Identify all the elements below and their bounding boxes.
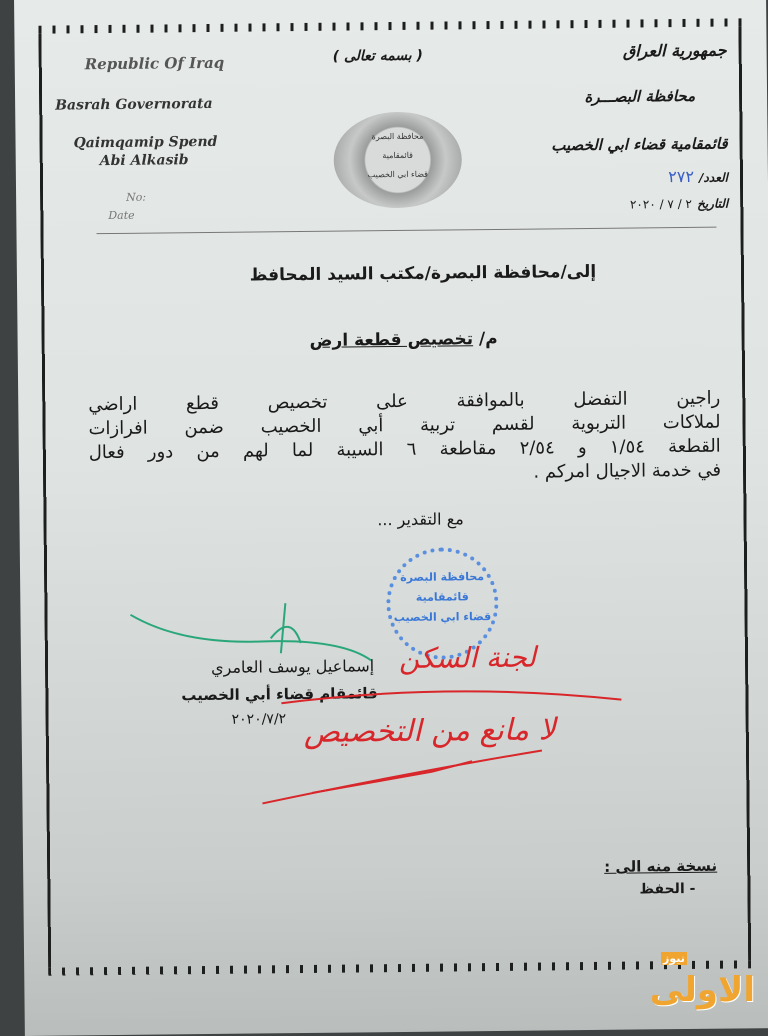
- copies-label: نسخة منه الى :: [604, 856, 718, 876]
- body-line: القطعة ١/٥٤ و ٢/٥٤ مقاطعة ٦ السيبة لما لهم من دور فعال: [88, 435, 721, 464]
- number-field: [668, 167, 728, 187]
- header-governorate-ar: محافظة البصـــرة: [584, 86, 696, 107]
- number-label-ar: العدد/: [699, 170, 729, 185]
- header-republic-en: Republic Of Iraq: [84, 53, 225, 74]
- number-value: ٢٧٢: [668, 166, 695, 187]
- header-office-en-line1: Qaimqamip Spend: [73, 133, 218, 152]
- signatory-name: إسماعيل يوسف العامري: [210, 656, 375, 677]
- date-label-ar: التاريخ: [696, 196, 729, 211]
- body-line: راجين التفضل بالموافقة على تخصيص قطع اراضي: [88, 387, 721, 416]
- handwritten-committee: لجنة السكن: [398, 640, 537, 676]
- document-page: [14, 0, 768, 1036]
- subject-prefix: م/: [478, 328, 498, 350]
- date-field: [630, 193, 728, 213]
- date-value: ٢ / ٧ / ٢٠٢٠: [629, 196, 693, 212]
- stamp-text-line1: محافظة البصرة: [400, 570, 485, 584]
- letter-body: [88, 387, 721, 490]
- stamp-text-line3: قضاء ابي الخصيب: [393, 610, 492, 625]
- emblem-text-bottom: قضاء ابي الخصيب: [367, 169, 429, 180]
- signatory-title: قائمقام قضاء أبي الخصيب: [181, 684, 378, 705]
- signature-date: ٢٠٢٠/٧/٢: [231, 711, 287, 728]
- emblem-text-middle: قائمقامية: [382, 150, 414, 161]
- subject-text: تخصيص قطعة ارض: [309, 329, 474, 351]
- copies-item: - الحفظ: [639, 880, 696, 898]
- basmala: ( بسمه تعالى ): [332, 47, 423, 65]
- body-line: في خدمة الاجيال امركم .: [533, 459, 722, 483]
- header-governorate-en: Basrah Governorata: [55, 95, 213, 114]
- header-office-ar: قائمقامية قضاء ابي الخصيب: [551, 134, 728, 155]
- watermark-main: الاولى: [649, 970, 755, 1010]
- number-label-en: No:: [126, 190, 147, 204]
- recipient-line: إلى/محافظة البصرة/مكتب السيد المحافظ: [249, 261, 597, 286]
- date-label-en: Date: [108, 208, 135, 223]
- watermark-logo: [649, 950, 755, 1010]
- header-republic-ar: جمهورية العراق: [622, 40, 727, 61]
- header-office-en-line2: Abi Alkasib: [99, 152, 189, 170]
- emblem-text-top: محافظة البصرة: [371, 131, 424, 142]
- handwritten-approval: لا مانع من التخصيص: [303, 712, 556, 751]
- watermark-sub: نيوز: [663, 952, 685, 965]
- stamp-text-line2: قائمقامية: [415, 590, 469, 604]
- body-line: لملاكات التربوية لقسم تربية أبي الخصيب ضمن افرازات: [88, 411, 721, 440]
- closing: مع التقدير ...: [377, 509, 464, 530]
